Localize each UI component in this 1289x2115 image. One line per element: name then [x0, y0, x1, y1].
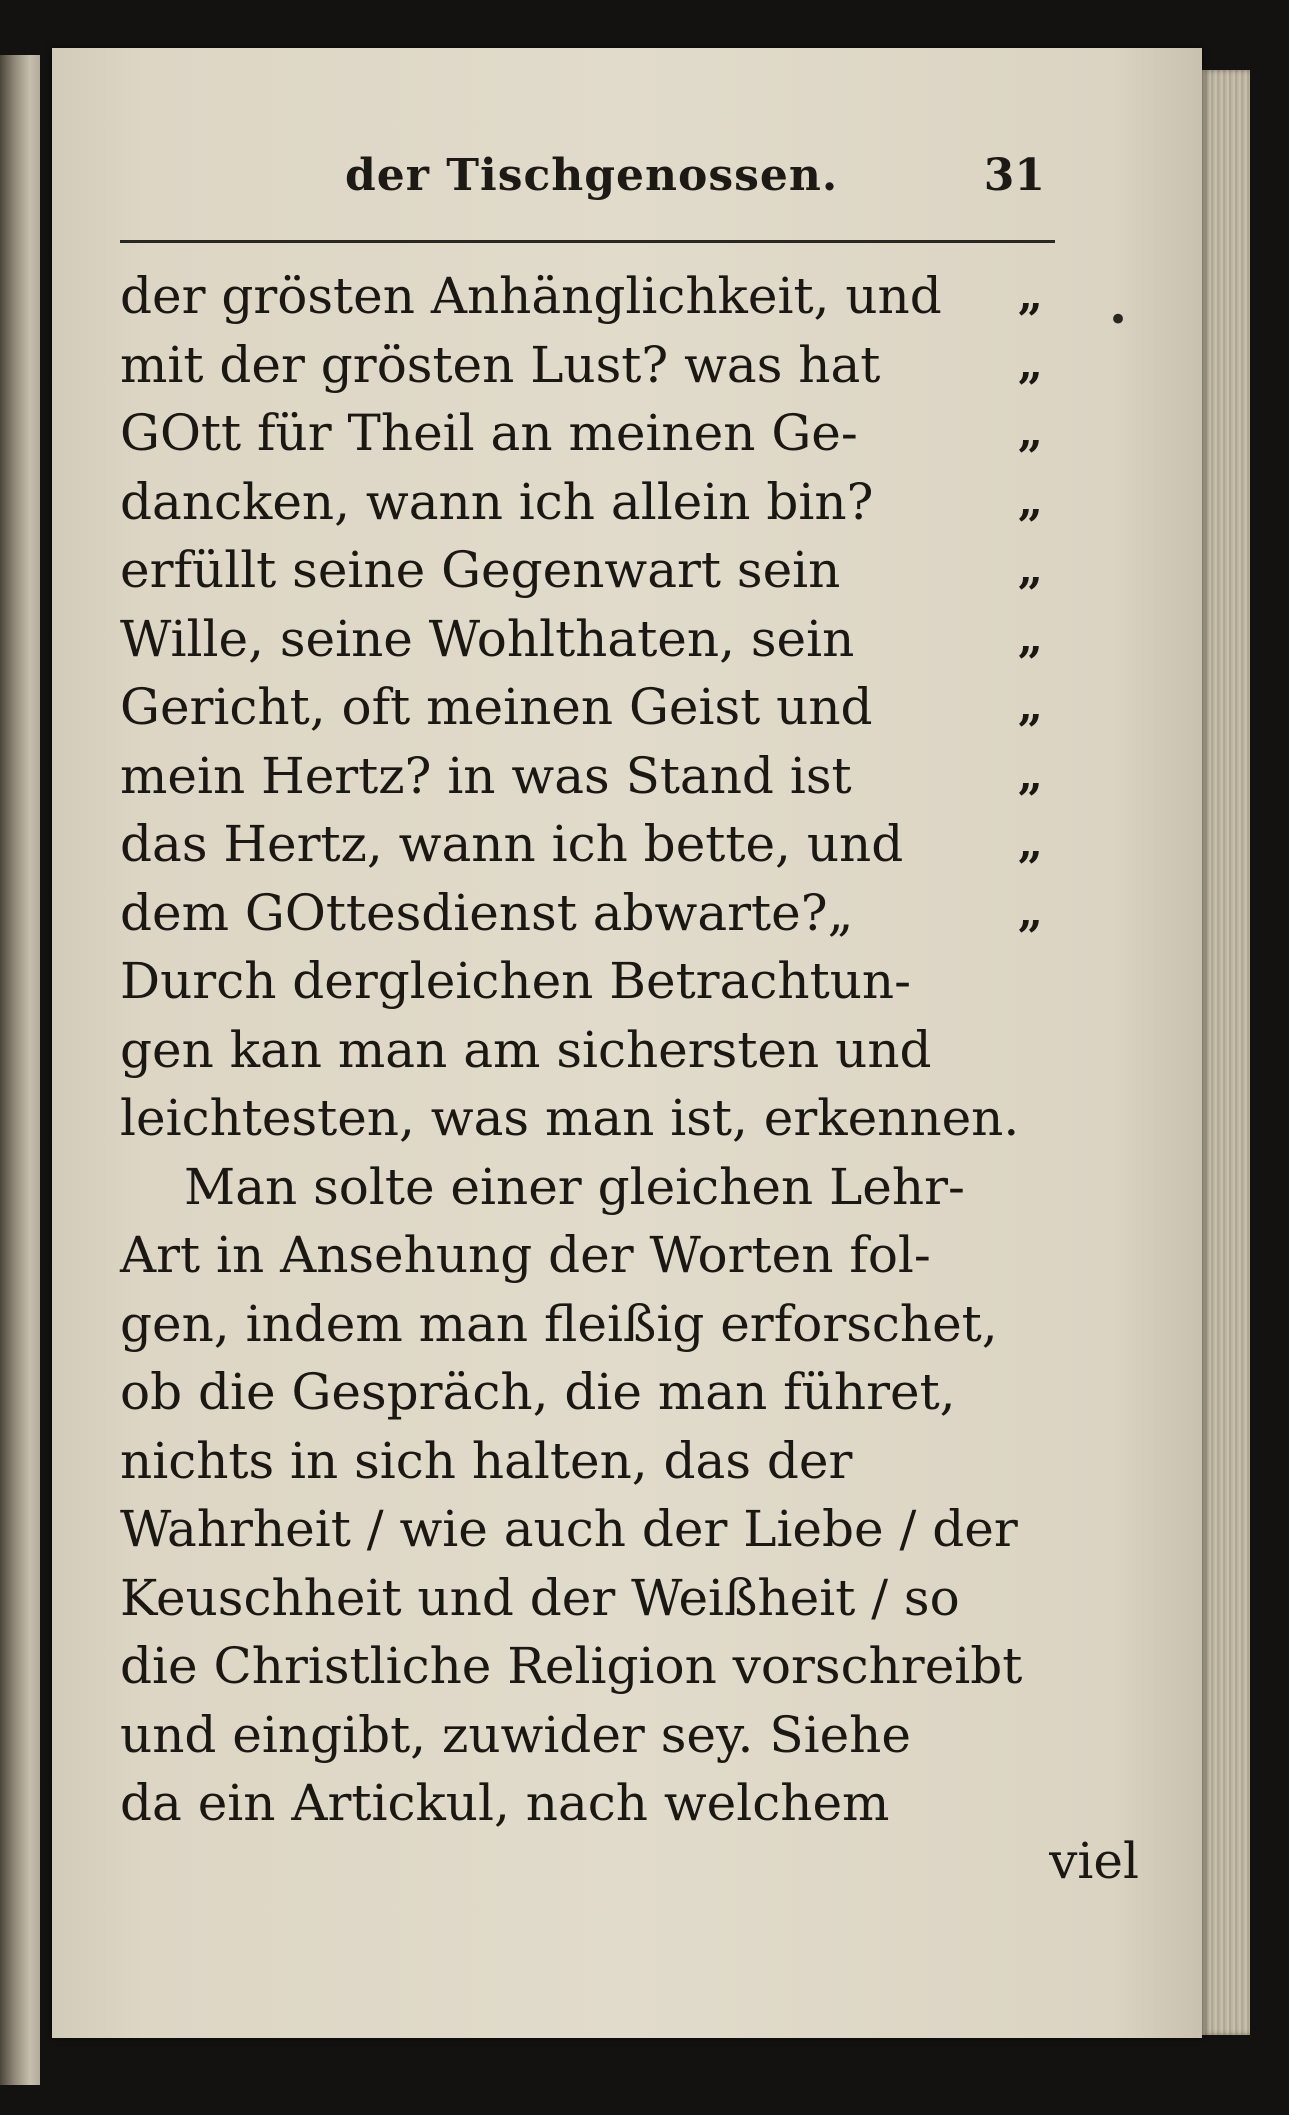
- text-line: das Hertz, wann ich bette, und „: [120, 810, 1055, 879]
- page-header: [120, 150, 1055, 220]
- text-line: die Christliche Religion vorschreibt: [120, 1637, 1023, 1695]
- facing-page-edge: [0, 55, 40, 2085]
- catchword: viel: [1049, 1832, 1139, 1890]
- text-line: dancken, wann ich allein bin? „: [120, 468, 1055, 537]
- text-line: leichtesten, was man ist, erkennen.: [120, 1089, 1020, 1147]
- quote-mark: „: [1017, 749, 1043, 801]
- text-line: Wille, seine Wohlthaten, sein „: [120, 605, 1055, 674]
- text-line: da ein Artickul, nach welchem: [120, 1774, 890, 1832]
- text-line: dem GOttesdienst abwarte?„ „: [120, 879, 1055, 948]
- text-line: Wahrheit / wie auch der Liebe / der: [120, 1500, 1018, 1558]
- text-line: Art in Ansehung der Worten fol-: [120, 1226, 931, 1284]
- page-fore-edge: [1202, 70, 1250, 2035]
- text-line: Durch dergleichen Betrachtun-: [120, 952, 911, 1010]
- quote-mark: „: [1017, 681, 1043, 732]
- header-rule: [120, 240, 1055, 243]
- running-head: der Tischgenossen.: [345, 150, 839, 201]
- text-line: Gericht, oft meinen Geist und „: [120, 673, 1055, 742]
- text-line: der grösten Anhänglichkeit, und „: [120, 262, 1055, 331]
- quote-mark: „: [1017, 818, 1043, 869]
- quote-mark: „: [1017, 886, 1043, 938]
- text-line: gen kan man am sichersten und: [120, 1020, 932, 1079]
- quote-mark: „: [1017, 612, 1043, 664]
- text-line: und eingibt, zuwider sey. Siehe: [120, 1705, 911, 1764]
- text-line: nichts in sich halten, das der: [120, 1431, 853, 1490]
- page-number: 31: [983, 150, 1045, 201]
- text-line: erfüllt seine Gegenwart sein „: [120, 536, 1055, 605]
- quote-mark: „: [1017, 338, 1043, 390]
- quote-mark: „: [1017, 544, 1043, 595]
- quote-mark: „: [1017, 270, 1043, 321]
- text-line: gen, indem man fleißig erforschet,: [120, 1294, 998, 1353]
- text-line: mit der grösten Lust? was hat „: [120, 331, 1055, 400]
- margin-mark: •: [1108, 300, 1129, 340]
- text-line: ob die Gespräch, die man führet,: [120, 1363, 956, 1421]
- body-text: [120, 262, 1055, 1838]
- text-line: mein Hertz? in was Stand ist „: [120, 742, 1055, 811]
- text-line: Keuschheit und der Weißheit / so: [120, 1568, 960, 1627]
- quote-mark: „: [1017, 475, 1043, 527]
- paragraph-start-line: Man solte einer gleichen Lehr-: [184, 1157, 965, 1216]
- quote-mark: „: [1017, 407, 1043, 458]
- text-line: GOtt für Theil an meinen Ge- „: [120, 399, 1055, 468]
